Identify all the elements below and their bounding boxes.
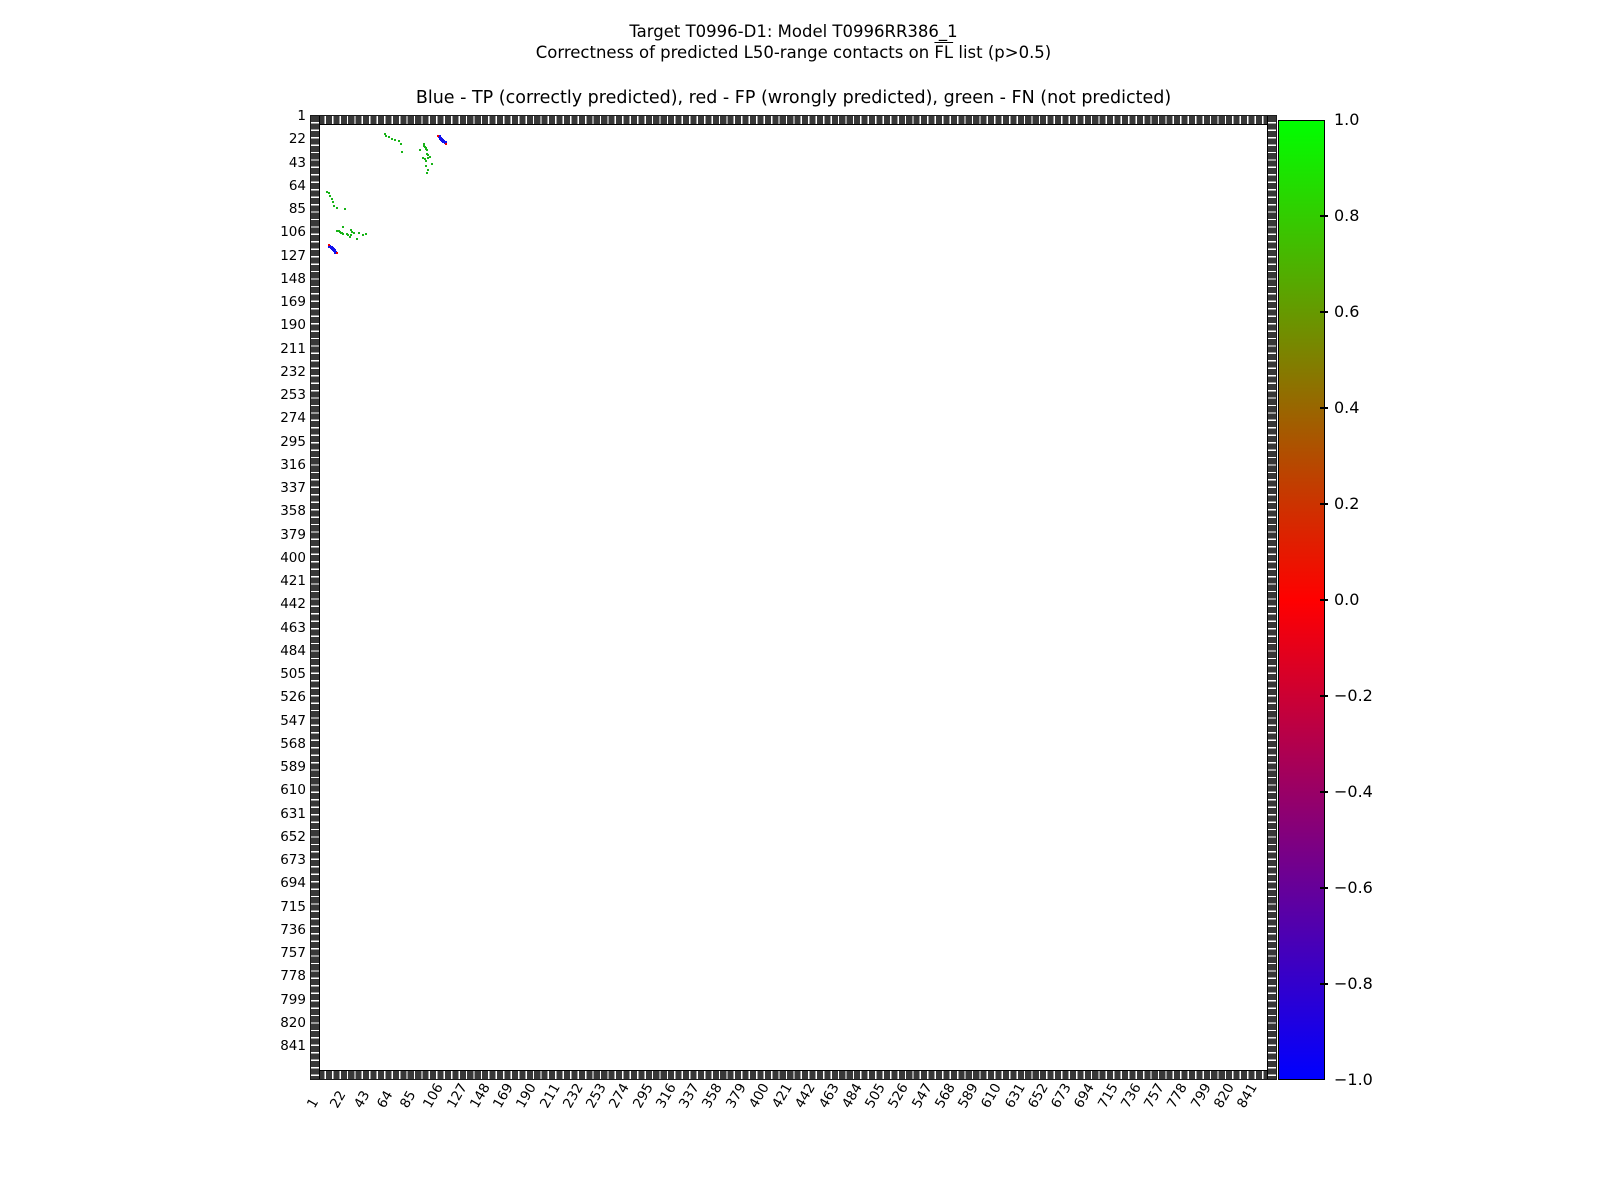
x-tick-label: 442: [792, 1080, 819, 1111]
data-point: [391, 138, 393, 140]
y-tick-label: 148: [280, 270, 306, 287]
y-tick-label: 22: [288, 131, 306, 148]
colorbar-tick-label: −1.0: [1334, 1070, 1373, 1089]
y-tick-label: 1: [297, 108, 306, 124]
data-point: [388, 136, 390, 138]
x-tick-label: 589: [955, 1080, 982, 1111]
x-tick-label: 757: [1141, 1080, 1168, 1111]
y-tick-label: 106: [280, 224, 306, 241]
plot-border-right-checkered: [1267, 116, 1276, 1079]
colorbar-tick-mark: [1320, 887, 1328, 889]
x-tick-label: 736: [1117, 1080, 1145, 1111]
data-point: [437, 135, 439, 137]
y-tick-label: 64: [288, 177, 306, 194]
colorbar-tick-label: −0.4: [1334, 782, 1373, 801]
x-tick-label: 148: [466, 1080, 494, 1111]
x-tick-label: 127: [443, 1080, 471, 1111]
y-tick-label: 43: [288, 154, 306, 171]
colorbar-tick-label: −0.6: [1334, 878, 1373, 897]
colorbar-tick-mark: [1320, 791, 1328, 793]
x-tick-label: 400: [745, 1080, 773, 1111]
colorbar-tick-mark: [1320, 407, 1328, 409]
data-point: [342, 233, 344, 235]
data-point: [329, 195, 331, 197]
data-point: [401, 151, 403, 153]
data-point: [445, 143, 447, 145]
y-tick-label: 190: [280, 317, 306, 334]
data-point: [419, 149, 421, 151]
colorbar-tick-mark: [1320, 695, 1328, 697]
data-point: [331, 198, 333, 200]
data-point: [336, 207, 338, 209]
x-tick-label: 505: [862, 1080, 889, 1111]
title-line2-overline-fl: $\overline{FL}$: [934, 43, 954, 62]
y-tick-label: 358: [280, 503, 306, 520]
x-tick-label: 1: [304, 1095, 323, 1111]
y-tick-label: 316: [280, 456, 306, 473]
data-point: [425, 165, 427, 167]
x-tick-label: 778: [1164, 1080, 1191, 1111]
x-tick-label: 295: [629, 1080, 657, 1111]
x-tick-label: 799: [1187, 1080, 1215, 1111]
data-point: [356, 238, 358, 240]
y-tick-label: 757: [280, 945, 306, 961]
x-tick-label: 631: [1001, 1080, 1029, 1111]
colorbar-tick-mark: [1320, 599, 1328, 601]
y-tick-label: 673: [280, 852, 306, 868]
x-tick-label: 337: [676, 1080, 703, 1111]
y-tick-label: 169: [280, 294, 306, 310]
data-point: [328, 244, 330, 246]
data-point: [425, 160, 427, 162]
data-point: [427, 169, 429, 171]
x-tick-label: 652: [1024, 1080, 1052, 1111]
x-tick-label: 232: [559, 1080, 587, 1111]
y-tick-label: 568: [280, 735, 306, 752]
y-tick-label: 337: [280, 480, 306, 496]
y-tick-label: 421: [280, 573, 306, 589]
x-tick-label: 610: [978, 1080, 1005, 1111]
data-point: [426, 149, 428, 151]
y-tick-label: 442: [280, 596, 306, 613]
colorbar-tick-label: 0.4: [1334, 398, 1360, 417]
x-tick-label: 547: [908, 1080, 936, 1111]
y-tick-label: 547: [280, 712, 306, 729]
y-tick-label: 295: [280, 433, 306, 450]
colorbar-tick-label: 0.8: [1334, 206, 1360, 225]
data-point: [349, 236, 351, 238]
plot-border-left-checkered: [311, 116, 320, 1079]
y-tick-label: 841: [280, 1038, 306, 1054]
y-tick-label: 631: [280, 805, 306, 822]
data-point: [353, 232, 355, 234]
x-tick-label: 22: [327, 1088, 350, 1111]
y-tick-label: 484: [280, 642, 306, 659]
title-line2-suffix: list (p>0.5): [953, 43, 1052, 62]
y-tick-label: 211: [280, 340, 306, 357]
y-tick-label: 820: [280, 1014, 306, 1031]
y-tick-label: 694: [280, 875, 306, 892]
x-tick-label: 841: [1234, 1080, 1261, 1111]
colorbar-tick-mark: [1320, 311, 1328, 313]
data-point: [426, 172, 428, 174]
y-tick-label: 274: [280, 410, 306, 427]
y-tick-label: 589: [280, 759, 306, 775]
colorbar-tick-mark: [1320, 215, 1328, 217]
y-tick-label: 736: [280, 921, 306, 938]
y-tick-label: 127: [280, 247, 306, 264]
colorbar-tick-label: 0.0: [1334, 590, 1360, 609]
colorbar-tick-label: 0.6: [1334, 302, 1360, 321]
x-tick-label: 274: [606, 1080, 633, 1111]
x-tick-label: 253: [583, 1080, 610, 1111]
colorbar-tick-label: 0.2: [1334, 494, 1360, 513]
figure-title-line1: Target T0996-D1: Model T0996RR386_1: [629, 22, 958, 41]
x-tick-label: 358: [699, 1080, 726, 1111]
y-tick-label: 526: [280, 689, 306, 706]
data-point: [332, 201, 334, 203]
y-tick-label: 253: [280, 387, 306, 403]
x-tick-label: 526: [885, 1080, 912, 1111]
colorbar-tick-label: 1.0: [1334, 110, 1360, 129]
y-tick-label: 85: [288, 201, 306, 217]
figure-title-line2: [310, 43, 1277, 62]
data-point: [429, 156, 431, 158]
contact-map-plot: [310, 115, 1277, 1080]
y-tick-label: 505: [280, 666, 306, 682]
x-tick-label: 190: [513, 1080, 540, 1111]
y-tick-label: 400: [280, 549, 306, 566]
title-line2-prefix: Correctness of predicted L50-range contacts on: [535, 43, 935, 62]
y-tick-label: 232: [280, 363, 306, 380]
x-tick-label: 106: [420, 1080, 447, 1111]
y-tick-label: 652: [280, 828, 306, 845]
colorbar-tick-mark: [1320, 983, 1328, 985]
data-point: [362, 234, 364, 236]
plot-border-bottom-checkered: [311, 1070, 1276, 1079]
plot-border-top-checkered: [311, 116, 1276, 125]
colorbar-gradient: [1278, 120, 1325, 1080]
x-tick-label: 64: [373, 1088, 397, 1111]
data-point: [400, 143, 402, 145]
colorbar-tick-mark: [1320, 503, 1328, 505]
y-tick-label: 778: [280, 968, 306, 985]
x-tick-label: 568: [931, 1080, 959, 1111]
y-tick-label: 610: [280, 782, 306, 799]
data-point: [336, 252, 338, 254]
colorbar-tick-label: −0.8: [1334, 974, 1373, 993]
data-point: [342, 226, 344, 228]
colorbar-tick-label: −0.2: [1334, 686, 1373, 705]
x-tick-label: 484: [838, 1080, 866, 1111]
x-tick-label: 379: [722, 1080, 750, 1111]
x-tick-label: 211: [536, 1080, 564, 1111]
x-tick-label: 673: [1048, 1080, 1075, 1111]
x-tick-label: 85: [397, 1088, 420, 1111]
x-tick-label: 694: [1071, 1080, 1098, 1111]
y-tick-label: 799: [280, 991, 306, 1008]
y-tick-label: 715: [280, 898, 306, 915]
y-tick-label: 463: [280, 619, 306, 636]
data-point: [344, 208, 346, 210]
data-point: [431, 163, 433, 165]
data-point: [358, 232, 360, 234]
x-tick-label: 463: [815, 1080, 843, 1111]
x-tick-label: 715: [1094, 1080, 1122, 1111]
x-tick-label: 820: [1210, 1080, 1238, 1111]
y-tick-label: 379: [280, 526, 306, 543]
data-point: [394, 139, 396, 141]
x-tick-label: 43: [350, 1088, 373, 1111]
x-tick-label: 421: [769, 1080, 796, 1111]
axes-title: Blue - TP (correctly predicted), red - FP (wrongly predicted), green - FN (not predicted): [415, 88, 1172, 108]
x-tick-label: 169: [490, 1080, 517, 1111]
x-tick-label: 316: [652, 1080, 680, 1111]
data-point: [365, 233, 367, 235]
